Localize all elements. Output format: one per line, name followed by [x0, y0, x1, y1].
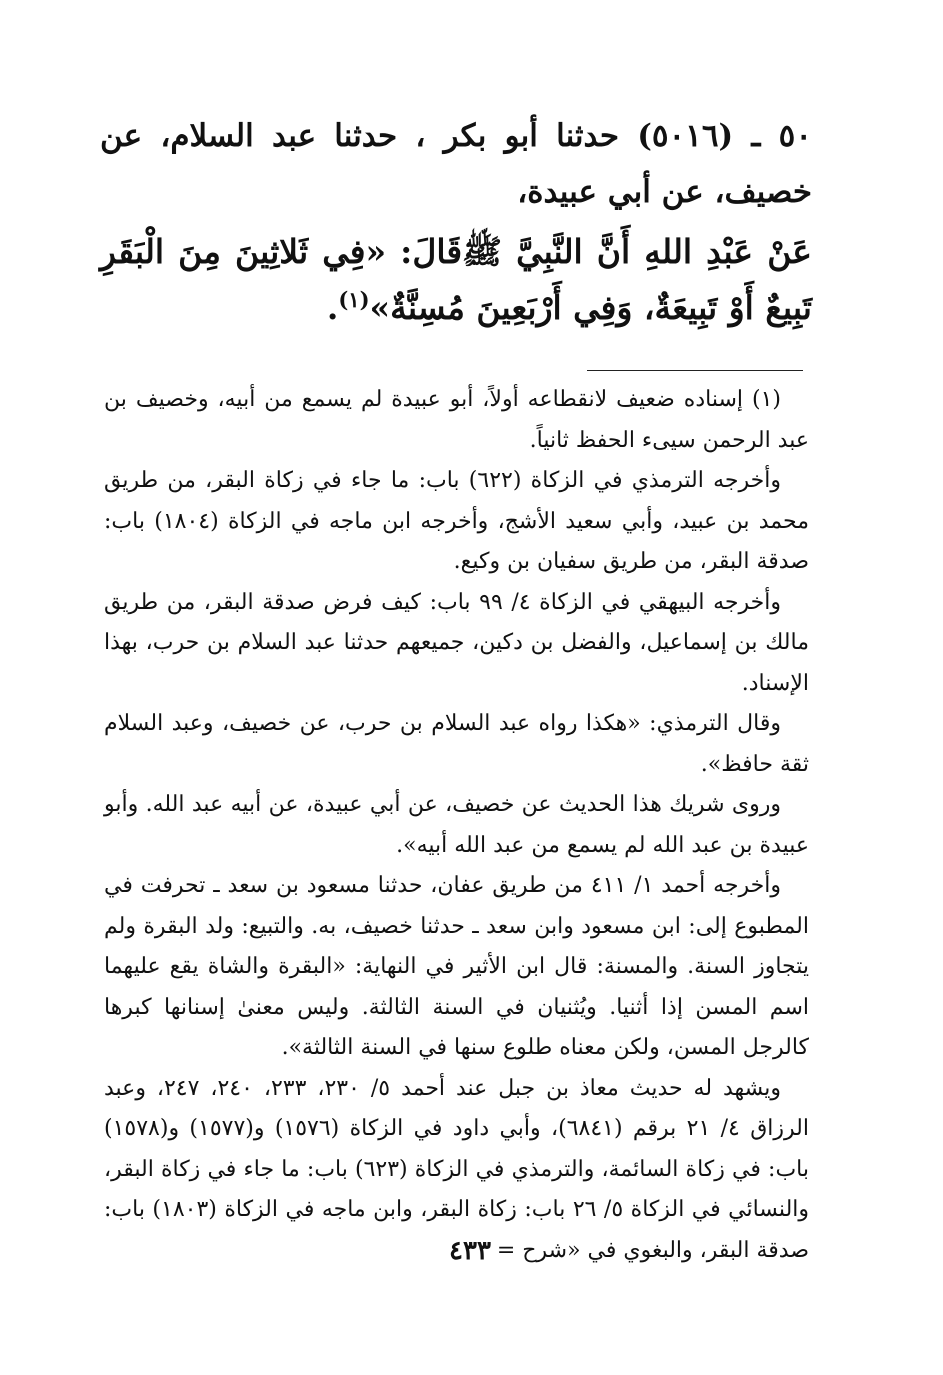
hadith-block — [100, 108, 812, 336]
hadith-chain: ٥٠ ـ (٥٠١٦) حدثنا أبو بكر ، حدثنا عبد السلام، عن خصيف، عن أبي عبيدة، — [100, 118, 812, 210]
hadith-end: . — [326, 288, 339, 327]
footnote-paragraph: وقال الترمذي: «هكذا رواه عبد السلام بن حرب، عن خصيف، وعبد السلام ثقة حافظ». — [104, 711, 809, 777]
footnotes — [104, 380, 809, 1271]
footnote-ref: (١) — [338, 287, 370, 312]
hadith-text — [100, 224, 812, 336]
footnote-paragraph: وأخرجه أحمد ١/ ٤١١ من طريق عفان، حدثنا مسعود بن سعد ـ تحرفت في المطبوع إلى: ابن مسعود وابن سعد ـ حدثنا خصيف، به. والتبيع: ولد البقرة ولم يتجاوز السنة. والمسنة: قال ابن الأثير في النهاية: «البقرة والشاة يقع عليهما اسم المسن إذا أثنيا. ويُثنيان في السنة الثالثة. وليس معنىٰ إسنانها كبرها كالرجل المسن، ولكن معناه طلوع سنها في السنة الثالثة». — [104, 873, 809, 1060]
footnote-paragraph: وروى شريك هذا الحديث عن خصيف، عن أبي عبيدة، عن أبيه عبد الله. وأبو عبيدة بن عبد الله لم يسمع من عبد الله أبيه». — [104, 792, 809, 858]
page-number: ٤٣٣ — [449, 1236, 491, 1266]
hadith-text-body: عَنْ عَبْدِ اللهِ أَنَّ النَّبِيَّ ﷺقَالَ: «فِي ثَلاثِينَ مِنَ الْبَقَرِ تَبِيعٌ أَوْ تَبِيعَةٌ، وَفِي أَرْبَعِينَ مُسِنَّةٌ» — [100, 232, 812, 327]
footnote-paragraph: وأخرجه البيهقي في الزكاة ٤/ ٩٩ باب: كيف فرض صدقة البقر، من طريق مالك بن إسماعيل، والفضل بن دكين، جميعهم حدثنا عبد السلام بن حرب، بهذا الإسناد. — [104, 589, 809, 696]
footnote-paragraph: (١) إسناده ضعيف لانقطاعه أولاً، أبو عبيدة لم يسمع من أبيه، وخصيف بن عبد الرحمن سيىء الحفظ ثانياً. — [104, 387, 809, 453]
footnote-divider — [587, 370, 803, 371]
footnote-paragraph: وأخرجه الترمذي في الزكاة (٦٢٢) باب: ما جاء في زكاة البقر، من طريق محمد بن عبيد، وأبي سعيد الأشج، وأخرجه ابن ماجه في الزكاة (١٨٠٤) باب: صدقة البقر، من طريق سفيان بن وكيع. — [104, 468, 809, 574]
footnote-paragraph: ويشهد له حديث معاذ بن جبل عند أحمد ٥/ ٢٣٠، ٢٣٣، ٢٤٠، ٢٤٧، وعبد الرزاق ٤/ ٢١ برقم (٦٨٤١)، وأبي داود في الزكاة (١٥٧٦) و(١٥٧٧) و(١٥٧٨) باب: في زكاة السائمة، والترمذي في الزكاة (٦٢٣) باب: ما جاء في زكاة البقر، والنسائي في الزكاة ٥/ ٢٦ باب: زكاة البقر، وابن ماجه في الزكاة (١٨٠٣) باب: صدقة البقر، والبغوي في «شرح = — [104, 1075, 810, 1263]
